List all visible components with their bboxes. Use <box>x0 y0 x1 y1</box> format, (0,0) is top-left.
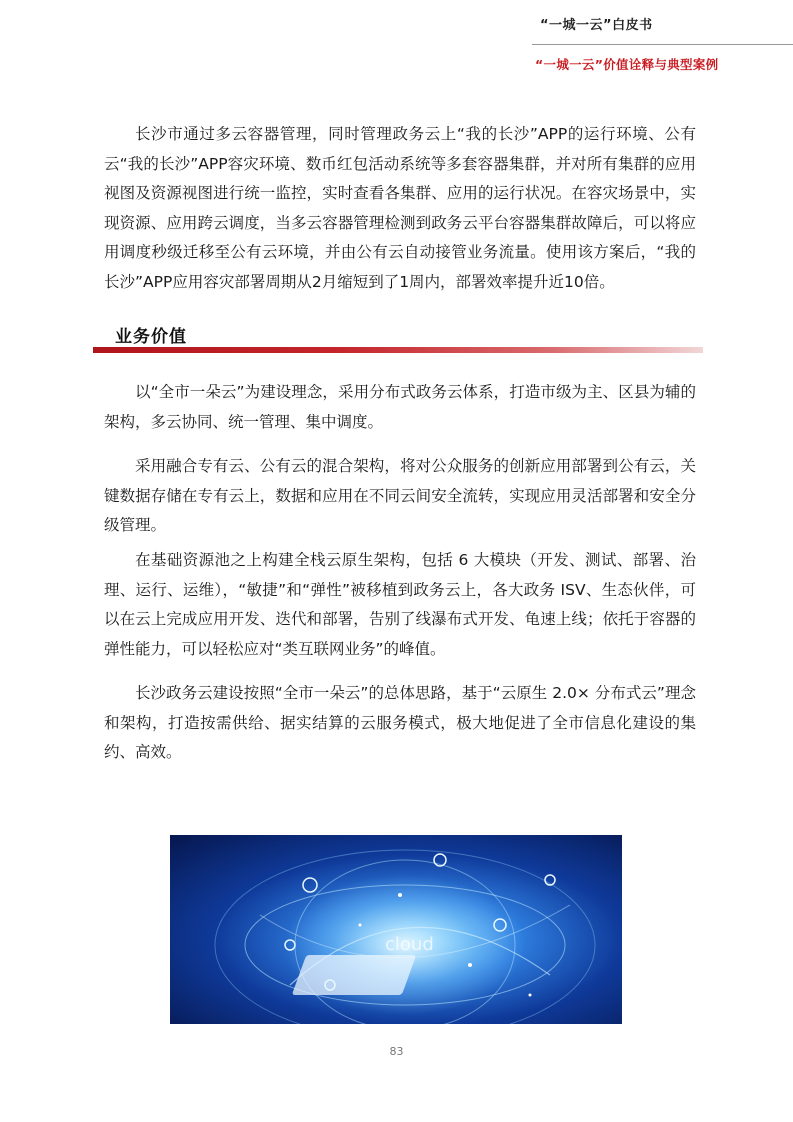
document-header-title: “一城一云”白皮书 <box>540 18 653 33</box>
body-paragraph: 采用融合专有云、公有云的混合架构，将对公众服务的创新应用部署到公有云，关键数据存储在专有云上，数据和应用在不同云间安全流转，实现应用灵活部署和安全分级管理。 <box>104 457 696 534</box>
body-paragraph: 在基础资源池之上构建全栈云原生架构，包括 6 大模块（开发、测试、部署、治理、运行、运维），“敏捷”和“弹性”被移植到政务云上，各大政务 ISV、生态伙伴，可以在云上完成应用开发、迭代和部署，告别了线瀑布式开发、龟速上线；依托于容器的弹性能力，可以轻松应对“类互联网业务”的峰值。 <box>104 551 696 658</box>
body-paragraph: 长沙政务云建设按照“全市一朵云”的总体思路，基于“云原生 2.0× 分布式云”理念和架构，打造按需供给、据实结算的云服务模式，极大地促进了全市信息化建设的集约、高效。 <box>104 684 696 761</box>
cloud-technology-illustration <box>170 835 622 1024</box>
cloud-network-graphic <box>170 835 622 1024</box>
document-header-subtitle: “一城一云”价值诠释与典型案例 <box>535 57 719 72</box>
figure-cloud-text: cloud <box>385 934 434 955</box>
intro-paragraph: 长沙市通过多云容器管理，同时管理政务云上“我的长沙”APP的运行环境、公有云“我的长沙”APP容灾环境、数币红包活动系统等多套容器集群，并对所有集群的应用视图及资源视图进行统一监控，实时查看各集群、应用的运行状况。在容灾场景中，实现资源、应用跨云调度，当多云容器管理检测到政务云平台容器集群故障后，可以将应用调度秒级迁移至公有云环境，并由公有云自动接管业务流量。使用该方案后，“我的长沙”APP应用容灾部署周期从2月缩短到了1周内，部署效率提升近10倍。 <box>104 125 696 291</box>
body-paragraph: 以“全市一朵云”为建设理念，采用分布式政务云体系，打造市级为主、区县为辅的架构，多云协同、统一管理、集中调度。 <box>104 383 696 431</box>
section-heading: 业务价值 <box>115 327 187 347</box>
network-node-icon <box>303 878 317 892</box>
header-divider <box>532 44 793 45</box>
section-heading-bar <box>93 347 703 353</box>
page-number: 83 <box>389 1045 404 1058</box>
